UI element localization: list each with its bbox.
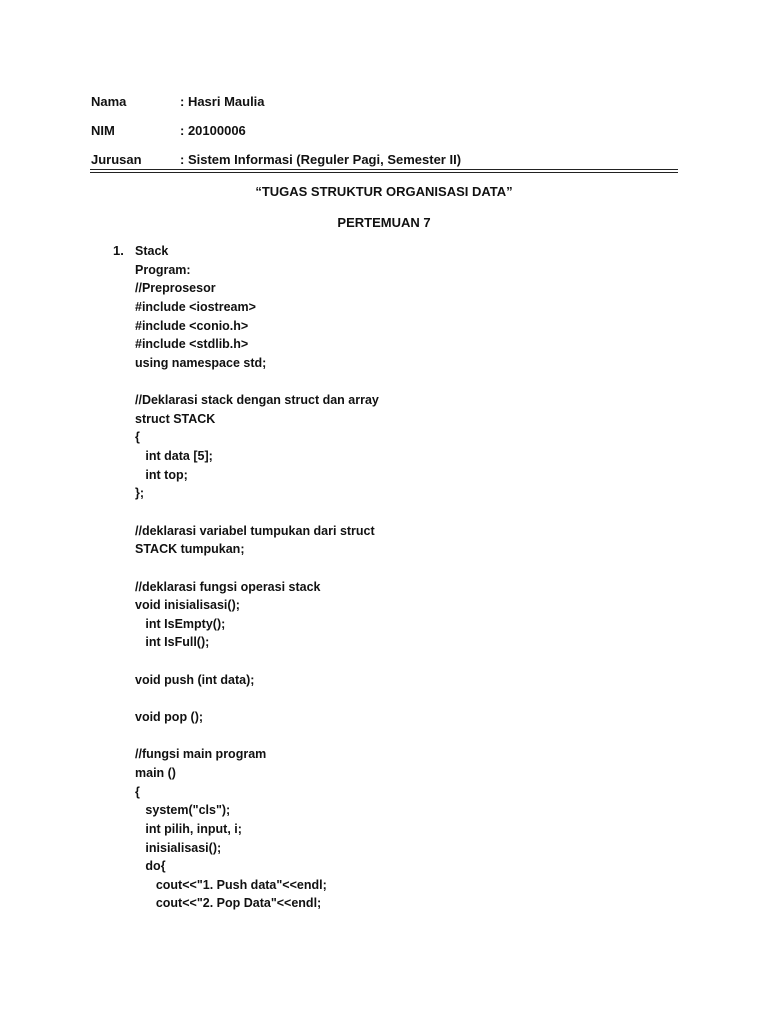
- code-line: {: [135, 784, 140, 799]
- code-line: cout<<"1. Push data"<<endl;: [135, 877, 327, 892]
- code-line: //deklarasi variabel tumpukan dari struct: [135, 523, 375, 538]
- jurusan-value: : Sistem Informasi (Reguler Pagi, Semester II): [180, 152, 462, 167]
- code-line: int data [5];: [135, 449, 213, 464]
- code-line: [135, 372, 695, 391]
- code-line: #include <stdlib.h>: [135, 337, 249, 352]
- code-line: [135, 503, 695, 522]
- section-number: 1.: [113, 243, 124, 258]
- code-line: [135, 727, 695, 746]
- nim-label: NIM: [91, 123, 115, 138]
- code-line: struct STACK: [135, 411, 216, 426]
- code-line: [135, 559, 695, 578]
- code-line: [135, 689, 695, 708]
- code-line: //deklarasi fungsi operasi stack: [135, 579, 321, 594]
- code-line: int top;: [135, 467, 188, 482]
- code-line: do{: [135, 859, 166, 874]
- code-line: STACK tumpukan;: [135, 542, 245, 557]
- code-line: using namespace std;: [135, 355, 267, 370]
- code-line: //Preprosesor: [135, 281, 216, 296]
- code-line: Program:: [135, 262, 191, 277]
- code-line: int IsEmpty();: [135, 616, 226, 631]
- code-line: #include <iostream>: [135, 299, 256, 314]
- document-subtitle: PERTEMUAN 7: [337, 215, 431, 230]
- code-line: [135, 652, 695, 671]
- code-line: {: [135, 430, 140, 445]
- nama-value: : Hasri Maulia: [180, 94, 265, 109]
- document-title: “TUGAS STRUKTUR ORGANISASI DATA”: [255, 184, 513, 199]
- nim-value: : 20100006: [180, 123, 246, 138]
- code-line: int IsFull();: [135, 635, 210, 650]
- code-line: system("cls");: [135, 803, 231, 818]
- code-line: #include <conio.h>: [135, 318, 249, 333]
- code-line: void inisialisasi();: [135, 598, 240, 613]
- code-line: void pop ();: [135, 710, 204, 725]
- nama-label: Nama: [91, 94, 127, 109]
- code-listing: [135, 242, 695, 913]
- section-heading: Stack: [135, 244, 169, 258]
- code-line: inisialisasi();: [135, 840, 222, 855]
- header-divider: [90, 169, 678, 173]
- code-line: //Deklarasi stack dengan struct dan array: [135, 393, 379, 408]
- code-line: main (): [135, 765, 176, 780]
- jurusan-label: Jurusan: [91, 152, 142, 167]
- code-line: };: [135, 486, 145, 501]
- code-line: void push (int data);: [135, 672, 255, 687]
- code-line: //fungsi main program: [135, 747, 267, 762]
- code-line: int pilih, input, i;: [135, 821, 242, 836]
- code-line: cout<<"2. Pop Data"<<endl;: [135, 896, 322, 911]
